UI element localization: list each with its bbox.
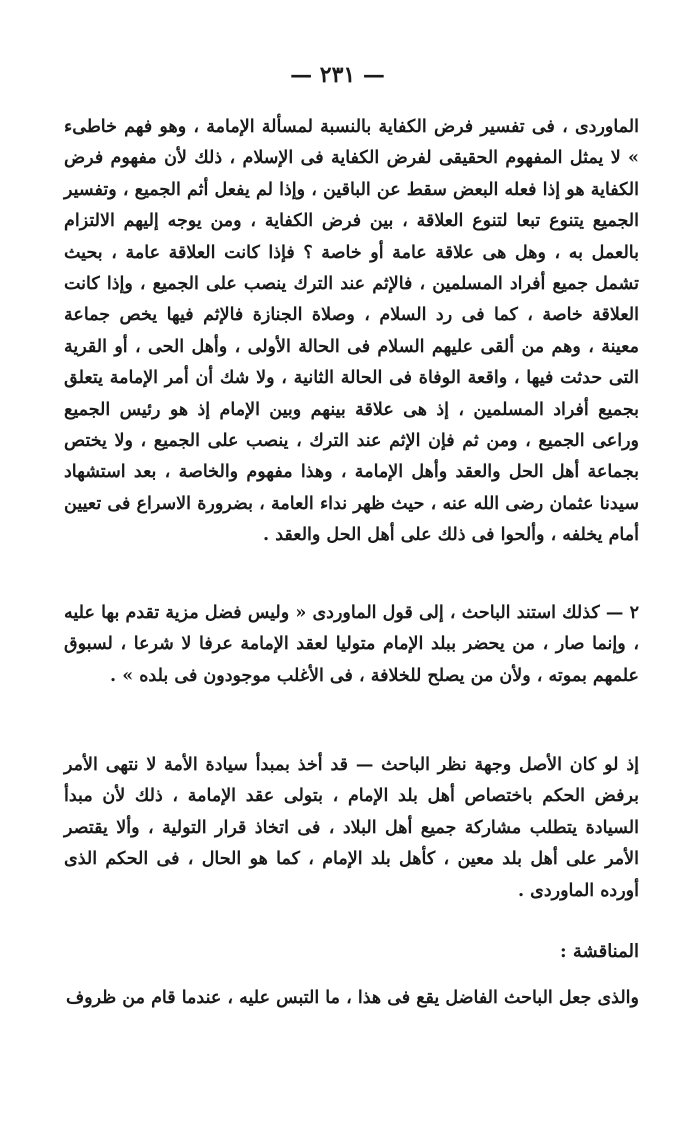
- paragraph-text: ٢ — كذلك استند الباحث ، إلى قول الماوردى « وليس فضل مزية تقدم بها عليه ، وإنما صار ، من يحضر ببلد الإمام متوليا لعقد الإمامة عرفا لا شرعا ، لسبوق علمهم بموته ، ولأن من يصلح للخلافة ، فى الأغلب موجودون فى بلده » .: [64, 603, 639, 686]
- paragraph-1: [64, 112, 639, 552]
- page-number: — ٢٣١ —: [290, 62, 385, 88]
- closing-line: [64, 983, 639, 1014]
- closing-line-text: والذى جعل الباحث الفاضل يقع فى هذا ، ما التبس عليه ، عندما قام من ظروف: [66, 988, 639, 1008]
- paragraph-text: إذ لو كان الأصل وجهة نظر الباحث — قد أخذ بمبدأ سيادة الأمة لا نتهى الأمر برفض الحكم باختصاص أهل بلد الإمام ، بتولى عقد الإمامة ، ذلك لأن مبدأ السيادة يتطلب مشاركة جميع أهل البلاد ، فى اتخاذ قرار التولية ، وألا يقتصر الأمر على أهل بلد معين ، كأهل بلد الإمام ، كما هو الحال ، فى الحكم الذى أورده الماوردى .: [64, 755, 639, 901]
- paragraph-2: [64, 598, 639, 692]
- paragraph-text: الماوردى ، فى تفسير فرض الكفاية بالنسبة لمسألة الإمامة ، وهو فهم خاطىء » لا يمثل المفهوم الحقيقى لفرض الكفاية فى الإسلام ، ذلك لأن مفهوم فرض الكفاية هو إذا فعله البعض سقط عن الباقين ، وإذا لم يفعل أثم الجميع ، وتفسير الجميع يتنوع تبعا لتنوع العلاقة ، بين فرض الكفاية ، ومن يوجه إليهم الالتزام بالعمل به ، وهل هى علاقة عامة أو خاصة ؟ فإذا كانت العلاقة عامة ، بحيث تشمل جميع أفراد المسلمين ، فالإثم عند الترك ينصب على الجميع ، وإذا كانت العلاقة خاصة ، كما فى رد السلام ، وصلاة الجنازة فالإثم فيها يخص جماعة معينة ، وهم من ألقى عليهم السلام فى الحالة الأولى ، وأهل الحى ، أو القرية التى حدثت فيها ، واقعة الوفاة فى الحالة الثانية ، ولا شك أن أمر الإمامة يتعلق بجميع أفراد المسلمين ، إذ هى علاقة بينهم وبين الإمام إذ هو رئيس الجميع وراعى الجميع ، ومن ثم فإن الإثم عند الترك ، ينصب على الجميع ، ولا يختص بجماعة أهل الحل والعقد وأهل الإمامة ، وهذا مفهوم والخاصة ، بعد استشهاد سيدنا عثمان رضى الله عنه ، حيث ظهر نداء العامة ، بضرورة الاسراع فى تعيين أمام يخلفه ، وألحوا فى ذلك على أهل الحل والعقد .: [64, 117, 639, 546]
- heading-text: المناقشة :: [559, 941, 639, 962]
- section-heading: [64, 936, 639, 967]
- paragraph-3: [64, 750, 639, 907]
